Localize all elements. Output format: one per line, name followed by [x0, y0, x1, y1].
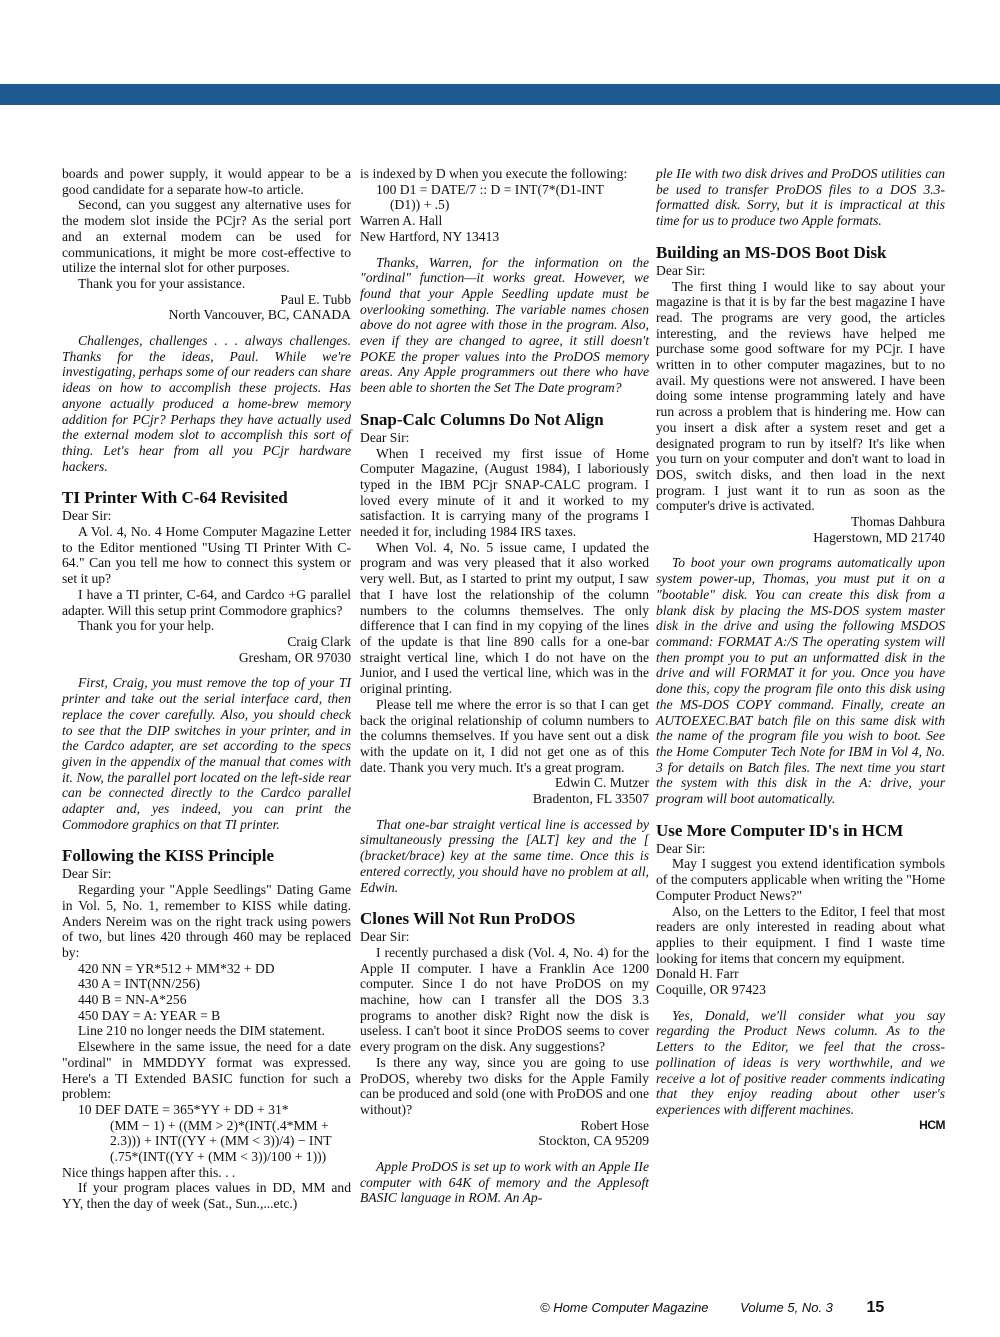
- editor-reply: First, Craig, you must remove the top of your TI printer and take out the serial interface card, then replace the cover carefully. Also, you should check to see that the DIP switches in your printer, and in the Cardco adapter, are set according to the specs given in the appendix of the manual that comes with it. Now, the parallel port located on the left-side rear can be connected directly to the Cardco parallel adapter and, yes indeed, you can print the Commodore graphics on that TI printer.: [62, 675, 351, 832]
- code-line: (MM − 1) + ((MM > 2)*(INT(.4*MM +: [110, 1117, 329, 1133]
- paragraph: Thank you for your assistance.: [78, 275, 246, 291]
- paragraph: Is there any way, since you are going to use ProDOS, whereby two disks for the Apple Family can be produced and sold (one with ProDOS and one without)?: [360, 1054, 649, 1117]
- paragraph: When Vol. 4, No. 5 issue came, I updated the program and was very pleased that it also worked very well. But, as I started to print my output, I saw that I have lost the relationship of the column numbers to the columns themselves. The only difference that I can find in my copying of the lines of the update is that line 890 calls for a one-bar straight vertical line, which I do not have on the Junior, and I used the vertical line, which was in the original printing.: [360, 539, 649, 697]
- salutation: Dear Sir:: [360, 929, 410, 945]
- paragraph: Line 210 no longer needs the DIM statement.: [78, 1023, 325, 1039]
- signature-location: North Vancouver, BC, CANADA: [168, 307, 351, 323]
- editor-reply: ple IIe with two disk drives and ProDOS utilities can be used to transfer ProDOS files to a DOS 3.3-formatted disk. Sorry, but it is impractical at this time for us to produce two Apple formats.: [656, 166, 945, 229]
- paragraph: Also, on the Letters to the Editor, I feel that most readers are only interested in reading about what applies to their equipment. I find I waste time looking for items that concern my equipment.: [656, 903, 945, 966]
- footer-volume: Volume 5, No. 3: [740, 1300, 833, 1315]
- code-line: 10 DEF DATE = 365*YY + DD + 31*: [78, 1101, 289, 1117]
- signature-name: Paul E. Tubb: [280, 291, 351, 307]
- letter-heading: Snap-Calc Columns Do Not Align: [360, 409, 604, 429]
- paragraph: is indexed by D when you execute the following:: [360, 166, 628, 181]
- signature-location: New Hartford, NY 13413: [360, 228, 500, 244]
- salutation: Dear Sir:: [62, 508, 112, 524]
- hcm-end-logo: HCM: [919, 1117, 945, 1132]
- salutation: Dear Sir:: [360, 429, 410, 445]
- signature-name: Edwin C. Mutzer: [554, 775, 649, 791]
- salutation: Dear Sir:: [656, 840, 706, 856]
- signature-location: Stockton, CA 95209: [538, 1133, 649, 1149]
- code-line: 430 A = INT(NN/256): [78, 976, 201, 992]
- signature-location: Coquille, OR 97423: [656, 982, 766, 998]
- paragraph: boards and power supply, it would appear to be a good candidate for a separate how-to article.: [62, 166, 351, 197]
- column-3: [656, 166, 945, 1133]
- top-color-band: [0, 84, 1000, 105]
- footer-publication: © Home Computer Magazine: [540, 1300, 709, 1315]
- signature-name: Craig Clark: [287, 633, 351, 649]
- code-line: 100 D1 = DATE/7 :: D = INT(7*(D1-INT: [376, 181, 604, 197]
- paragraph: May I suggest you extend identification symbols of the computers applicable when writing the "Home Computer Product News?": [656, 856, 945, 903]
- paragraph: Second, can you suggest any alternative uses for the modem slot inside the PCjr? As the serial port and an external modem can be used for communications, it might be more cost-effective to utilize the internal slot for other purposes.: [62, 197, 351, 276]
- paragraph: Elsewhere in the same issue, the need for a date "ordinal" in MMDDYY format was expressed. Here's a TI Extended BASIC function for such a problem:: [62, 1039, 351, 1102]
- letter-heading: Following the KISS Principle: [62, 846, 275, 866]
- paragraph: I recently purchased a disk (Vol. 4, No. 4) for the Apple II computer. I have a Franklin Ace 1200 computer. Since I do not have ProDOS on my machine, how can I transfer all the DOS 3.3 programs to another disk? Right now the disk is useless. I can't boot it since ProDOS seems to cover every program on the disk. Any suggestions?: [360, 944, 649, 1055]
- code-line: (D1)) + .5): [390, 197, 450, 213]
- editor-reply: To boot your own programs automatically upon system power-up, Thomas, you must put it on a "bootable" disk. You can create this disk from a blank disk by placing the MS-DOS system master disk in the drive and using the following MSDOS command: FORMAT A:/S The operating system will then prompt you to put an unformatted disk in the drive and will FORMAT it for you. Once you have done this, copy the program file onto this disk using the MS-DOS COPY command. Finally, create an AUTOEXEC.BAT batch file on this same disk with the name of the program file you wish to boot. See the Home Computer Tech Note for IBM in Vol 4, No. 3 for details on Batch files. The next time you start the system with this disk in the A: drive, your program will boot automatically.: [656, 555, 945, 807]
- signature-name: Robert Hose: [580, 1117, 649, 1133]
- letter-heading: TI Printer With C-64 Revisited: [62, 488, 288, 508]
- column-2: [360, 166, 649, 1206]
- letter-heading: Building an MS-DOS Boot Disk: [656, 242, 887, 262]
- signature-name: Donald H. Farr: [656, 966, 739, 982]
- page-footer: [540, 1299, 940, 1317]
- paragraph: I have a TI printer, C-64, and Cardco +G parallel adapter. Will this setup print Commodore graphics?: [62, 586, 351, 618]
- signature-location: Hagerstown, MD 21740: [813, 529, 945, 545]
- code-line: 450 DAY = A: YEAR = B: [78, 1007, 221, 1023]
- code-line: 440 B = NN-A*256: [78, 992, 187, 1008]
- paragraph: Please tell me where the error is so that I can get back the original relationship of column numbers to the columns themselves. If you have sent out a disk with the update on it, I did not get one as of this date. Thank you very much. It's a great program.: [360, 696, 649, 775]
- paragraph: Nice things happen after this. . .: [62, 1164, 236, 1180]
- paragraph: A Vol. 4, No. 4 Home Computer Magazine Letter to the Editor mentioned "Using TI Printer With C-64." Can you tell me how to connect this system or set it up?: [62, 524, 351, 587]
- paragraph: When I received my first issue of Home Computer Magazine, (August 1984), I laboriously typed in the IBM PCjr SNAP-CALC program. I loved every minute of it and it worked to my satisfaction. It is carrying many of the programs I needed it for, including 1984 IRS taxes.: [360, 445, 649, 540]
- salutation: Dear Sir:: [62, 866, 112, 882]
- signature-name: Thomas Dahbura: [851, 514, 945, 530]
- column-1: [62, 166, 351, 1212]
- signature-name: Warren A. Hall: [360, 213, 443, 229]
- editor-reply: Apple ProDOS is set up to work with an Apple IIe computer with 64K of memory and the Applesoft BASIC language in ROM. An Ap-: [360, 1159, 649, 1206]
- signature-location: Gresham, OR 97030: [238, 649, 351, 665]
- signature-location: Bradenton, FL 33507: [532, 791, 649, 807]
- paragraph: Thank you for your help.: [78, 618, 215, 634]
- editor-reply: That one-bar straight vertical line is accessed by simultaneously pressing the [ALT] key and the [ (bracket/brace) key at the same time. Once this is entered correctly, you should have no problem at all, Edwin.: [360, 816, 649, 895]
- paragraph: If your program places values in DD, MM and YY, then the day of week (Sat., Sun.,...etc.): [62, 1180, 351, 1212]
- code-line: 2.3))) + INT((YY + (MM < 3))/4) − INT: [110, 1133, 332, 1149]
- editor-reply: Thanks, Warren, for the information on the "ordinal" function—it works great. However, we found that your Apple Seedling update must be overlooking something. The variable names chosen above do not agree with those in the program. Also, even if they are changed to agree, it still doesn't POKE the proper values into the ProDOS memory areas. Any Apple programmers out there who have been able to shorten the Set The Date program?: [360, 254, 649, 396]
- editor-reply: Challenges, challenges . . . always challenges. Thanks for the ideas, Paul. While we're investigating, perhaps some of our readers can share ideas on how to accomplish these projects. Has anyone actually produced a home-brew memory addition for PCjr? Perhaps they have actually used the external modem slot to accomplish this sort of thing. Let's hear from all you PCjr hardware hackers.: [62, 333, 351, 474]
- paragraph: Regarding your "Apple Seedlings" Dating Game in Vol. 5, No. 1, remember to KISS while dating. Anders Nereim was on the right track using powers of two, but lines 420 through 460 may be replaced by:: [62, 882, 351, 960]
- code-line: (.75*(INT((YY + (MM < 3))/100 + 1))): [110, 1149, 327, 1165]
- code-line: 420 NN = YR*512 + MM*32 + DD: [78, 960, 275, 976]
- letter-heading: Use More Computer ID's in HCM: [656, 820, 904, 840]
- letter-heading: Clones Will Not Run ProDOS: [360, 909, 576, 929]
- salutation: Dear Sir:: [656, 262, 706, 278]
- editor-reply: Yes, Donald, we'll consider what you say regarding the Product News column. As to the Letters to the Editor, we feel that the cross-pollination of ideas is very worthwhile, and we receive a lot of positive reader comments indicating that they enjoy reading about other user's experiences with different machines.: [656, 1007, 945, 1117]
- paragraph: The first thing I would like to say about your magazine is that it is by far the best magazine I have read. The programs are very good, the articles interesting, and the reviews have helped me purchase some good software for my PCjr. I have written in to other computer magazines, but to no avail. My questions were not answered. I have been doing some intense programming lately and have run across a problem that is hindering me. How can you insert a disk after a system reset and get a designated program to run by itself? It's like when you turn on your computer and don't want to load in DOS, switch disks, and then load in the next program. I just want it to run as soon as the computer's drive is activated.: [656, 278, 945, 514]
- page-number: 15: [866, 1299, 885, 1316]
